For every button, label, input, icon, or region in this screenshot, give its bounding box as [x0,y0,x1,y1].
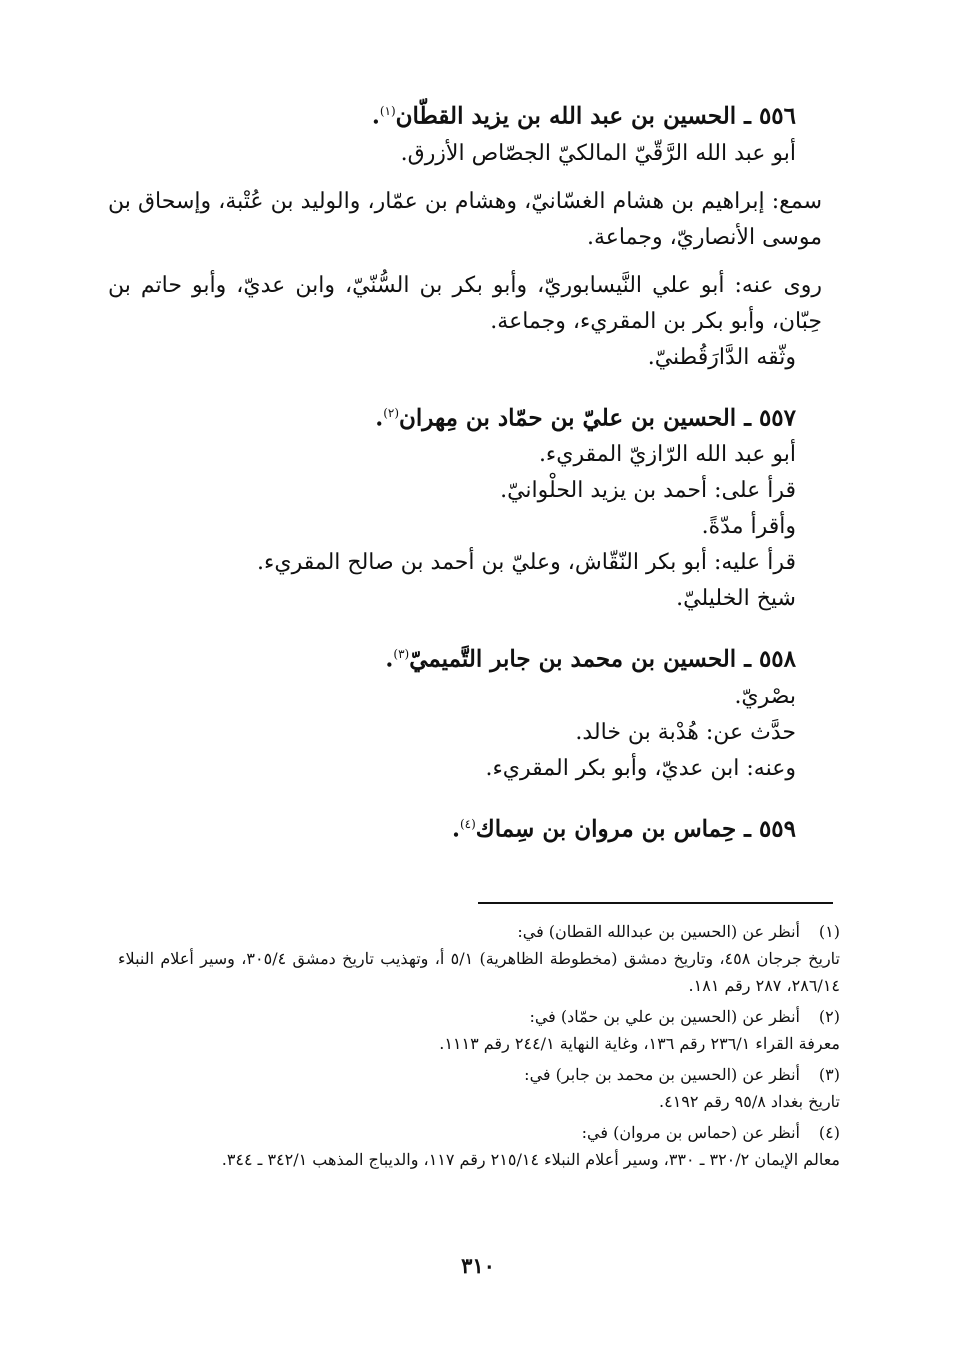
footnote-1 [118,918,840,999]
page-number: ٣١٠ [461,1253,495,1278]
footnote-ref[interactable]: (٣) [393,647,410,662]
entry-557-kunya: أبو عبد الله الرّازيّ المقريء. [538,442,796,468]
footnote-number: (١) [818,922,840,941]
heading-period: . [451,815,460,843]
main-text [108,92,840,849]
footnote-ref[interactable]: (١) [379,104,396,118]
footnote-ref[interactable]: (٢) [383,405,400,420]
entry-heading-text: ٥٥٧ ـ الحسين بن عليّ بن حمّاد بن مِهران [399,404,796,432]
entry-558-narrated-from: حدَّث عن: هُدْبة بن خالد. [575,719,796,745]
footnotes [118,918,840,1177]
footnote-number: (٤) [818,1123,840,1142]
entry-558-heading [108,635,840,679]
entry-558-from-him: وعنه: ابن عديّ، وأبو بكر المقريء. [485,755,796,781]
entry-557-heading [108,394,840,438]
entry-556-tawthiq: وثّقه الدَّارَقُطنيّ. [647,344,796,370]
entry-557-shaykh: شيخ الخليليّ. [676,586,796,612]
entry-556-narrated-by: روى عنه: أبو علي النَّيسابوريّ، وأبو بكر بن السُّنّيّ، وابن عديّ، وأبو حاتم بن حِبّان، وأبو بكر بن المقريء، وجماعة. [108,272,822,334]
entry-556-heard-from: سمع: إبراهيم بن هشام الغسّانيّ، وهشام بن عمّار، والوليد بن عُتْبة، وإسحاق بن موسى الأنصاريّ، وجماعة. [108,188,822,250]
footnote-text: تاريخ بغداد ٩٥/٨ رقم ٤١٩٢. [659,1092,840,1111]
entry-heading-text: ٥٥٩ ـ حِماس بن مروان بن سِماك [475,815,796,843]
footnote-ref[interactable]: (٤) [459,816,476,831]
footnote-text: معرفة القراء ٢٣٦/١ رقم ١٣٦، وغاية النهاية ٢٤٤/١ رقم ١١١٣. [439,1034,840,1053]
footnote-number: (٣) [818,1065,840,1084]
footnote-intro: أنظر عن (حماس بن مروان) في: [581,1123,800,1142]
heading-period: . [371,102,380,130]
entry-556-heading [108,92,840,136]
footnote-text: معالم الإيمان ٣٢٠/٢ ـ ٣٣٠، وسير أعلام النبلاء ٢١٥/١٤ رقم ١١٧، والديباج المذهب ٣٤٢/١ ـ ٣٤٤. [221,1150,840,1169]
entry-557-taught: وأقرأ مدّةً. [701,514,796,540]
footnote-4 [118,1119,840,1173]
entry-557-read-on: قرأ على: أحمد بن يزيد الحلْوانيّ. [500,478,796,504]
footnote-intro: أنظر عن (الحسين بن علي بن حمّاد) في: [529,1007,800,1026]
entry-heading-text: ٥٥٦ ـ الحسين بن عبد الله بن يزيد القطّان [395,102,796,130]
footnote-intro: أنظر عن (الحسين بن محمد بن جابر) في: [524,1065,800,1084]
footnote-2 [118,1003,840,1057]
entry-556-kunya: أبو عبد الله الرَّقّيّ المالكيّ الجصّاص الأزرق. [400,140,796,166]
footnote-number: (٢) [818,1007,840,1026]
heading-period: . [375,404,384,432]
footnote-intro: أنظر عن (الحسين بن عبدالله القطان) في: [517,922,800,941]
footnote-text: تاريخ جرجان ٤٥٨، وتاريخ دمشق (مخطوطة الظاهرية) ٥/١ أ، وتهذيب تاريخ دمشق ٣٠٥/٤، وسير أعلام النبلاء ٢٨٦/١٤، ٢٨٧ رقم ١٨١. [118,949,841,995]
entry-558-nisba: بصْريّ. [734,683,796,709]
footnote-3 [118,1061,840,1115]
entry-heading-text: ٥٥٨ ـ الحسين بن محمد بن جابر التَّميميّ [409,645,796,673]
entry-557-read-by: قرأ عليه: أبو بكر النّقّاش، وعليّ بن أحمد بن صالح المقريء. [257,550,796,576]
heading-period: . [385,645,394,673]
footnote-divider [478,902,833,904]
entry-559-heading [108,805,840,849]
